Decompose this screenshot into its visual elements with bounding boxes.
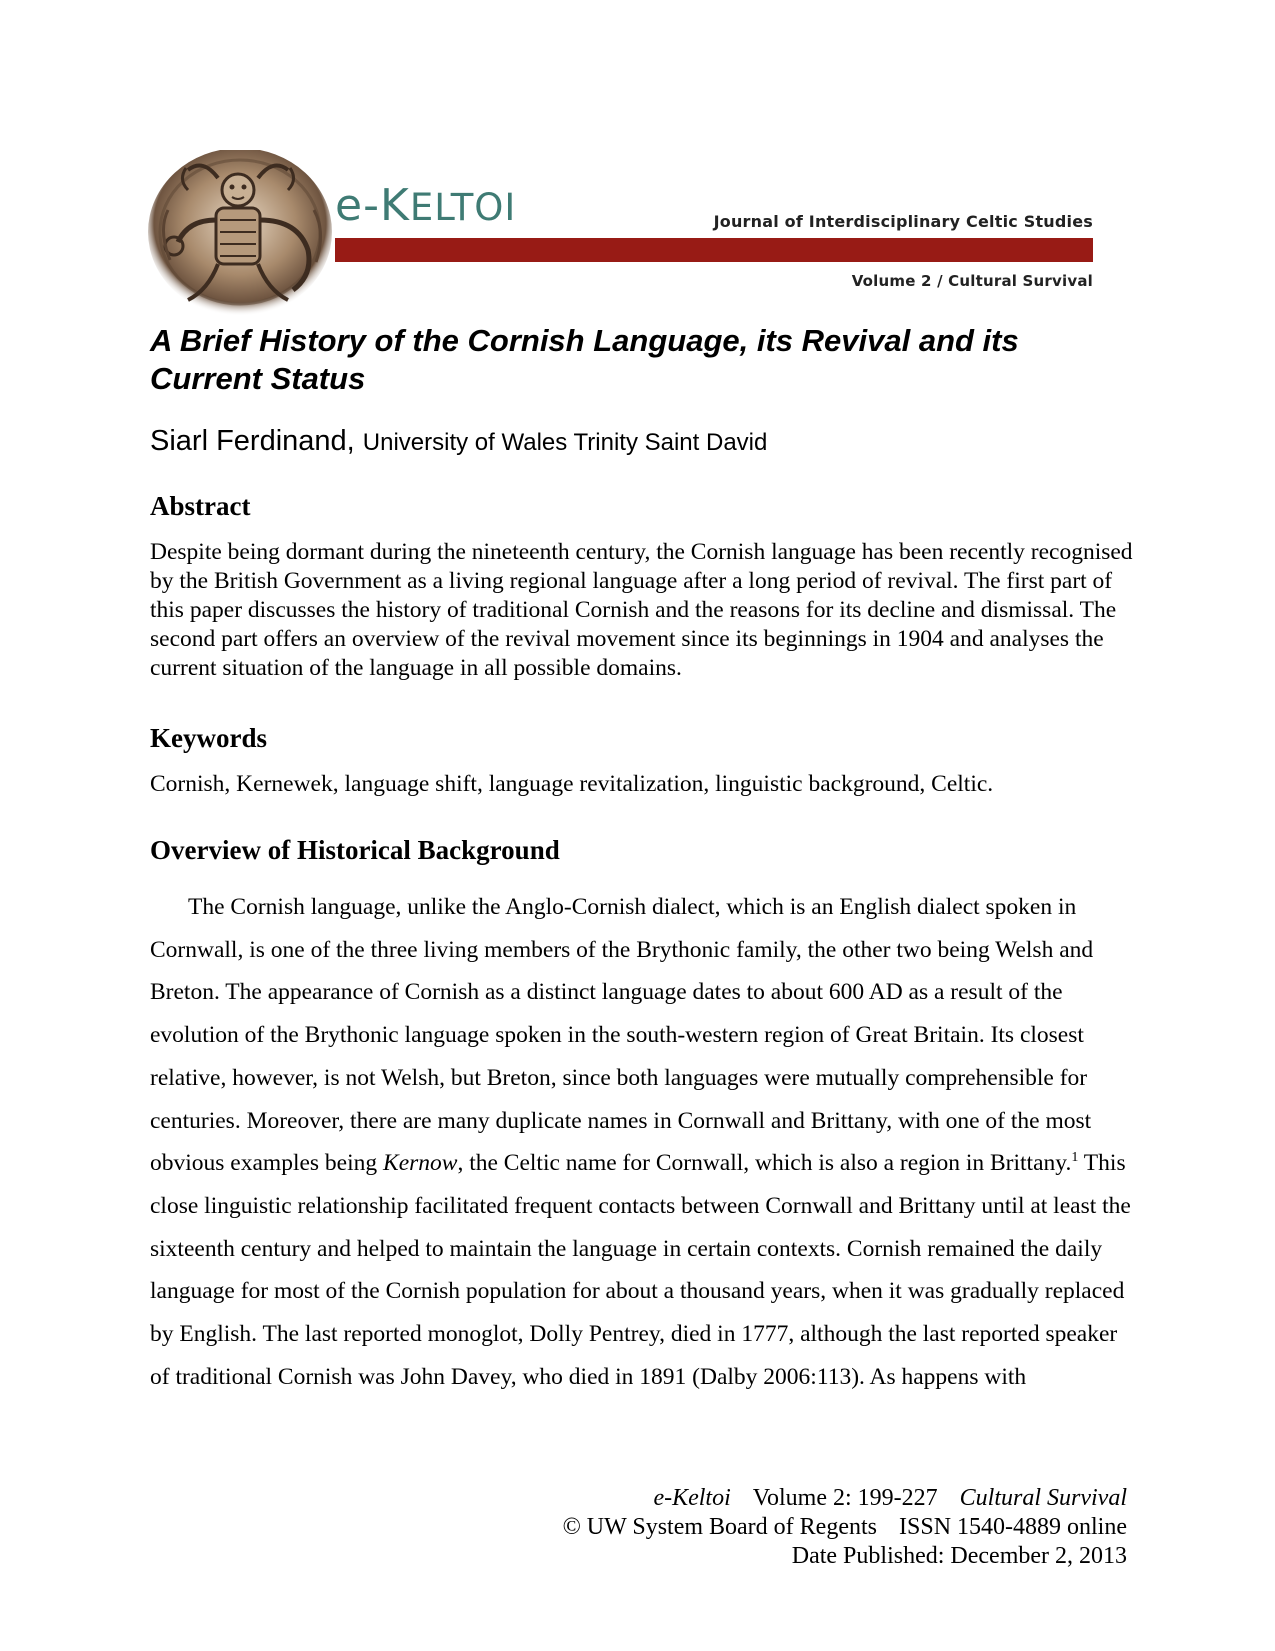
footer-line-2 — [563, 1513, 1127, 1542]
footer-copyright: © UW System Board of Regents — [562, 1514, 877, 1540]
author-separator: , — [346, 425, 363, 457]
paragraph-text-c: This close linguistic relationship facilitated frequent contacts between Cornwall and Brittany until at least the sixteenth century and helped to maintain the language in certain contexts. Cornish remained the daily language for most of the Cornish population for about a thousand years, when it was gradually replaced by English. The last reported monoglot, Dolly Pentrey, died in 1777, although the last reported speaker of traditional Cornish was John Davey, who died in 1891 (Dalby 2006:113). As happens with — [150, 1150, 1131, 1390]
page-footer — [563, 1484, 1127, 1571]
article-title: A Brief History of the Cornish Language, its Revival and its Current Status — [150, 323, 1019, 396]
author-name: Siarl Ferdinand — [150, 425, 347, 457]
kernow-term: Kernow — [383, 1150, 458, 1177]
author-affiliation: University of Wales Trinity Saint David — [362, 429, 768, 456]
masthead-red-bar — [335, 238, 1093, 262]
overview-heading: Overview of Historical Background — [150, 835, 560, 865]
paragraph-text-b: , the Celtic name for Cornwall, which is also a region in Brittany. — [457, 1150, 1072, 1177]
author-line — [150, 425, 767, 458]
keywords-text: Cornish, Kernewek, language shift, language revitalization, linguistic background, Celtic. — [150, 771, 994, 797]
brand-prefix: e- — [335, 180, 380, 231]
footer-journal: e-Keltoi — [653, 1485, 731, 1511]
footer-line-1 — [563, 1484, 1127, 1513]
footer-published: Date Published: December 2, 2013 — [791, 1543, 1127, 1569]
overview-paragraph — [150, 886, 1135, 1398]
abstract-text: Despite being dormant during the nineteenth century, the Cornish language has been recently recognised by the British Government as a living regional language after a long period of revival. The first part of this paper discusses the history of traditional Cornish and the reasons for its decline and dismissal. The second part offers an overview of the revival movement since its beginnings in 1904 and analyses the current situation of the language in all possible domains. — [150, 539, 1133, 681]
footer-issn: ISSN 1540-4889 online — [899, 1514, 1127, 1540]
brand-initial: K — [379, 180, 410, 231]
journal-masthead — [148, 150, 1093, 320]
volume-line: Volume 2 / Cultural Survival — [851, 272, 1093, 290]
keywords-heading: Keywords — [150, 723, 267, 753]
footer-volume-pages: Volume 2: 199-227 — [752, 1485, 938, 1511]
journal-name: Journal of Interdisciplinary Celtic Studies — [713, 212, 1093, 231]
celtic-cauldron-medallion-icon — [148, 150, 338, 320]
abstract-heading: Abstract — [150, 491, 251, 521]
paragraph-text-a: The Cornish language, unlike the Anglo-Cornish dialect, which is an English dialect spoken in Cornwall, is one of the three living members of the Brythonic family, the other two being Welsh and Breton. The appearance of Cornish as a distinct language dates to about 600 AD as a result of the evolution of the Brythonic language spoken in the south-western region of Great Britain. Its closest relative, however, is not Welsh, but Breton, since both languages were mutually comprehensible for centuries. Moreover, there are many duplicate names in Cornwall and Brittany, with one of the most obvious examples being — [150, 894, 1094, 1177]
footnote-ref-1[interactable]: 1 — [1071, 1150, 1079, 1166]
brand-rest: ELTOI — [409, 186, 517, 229]
footer-issue: Cultural Survival — [959, 1485, 1127, 1511]
journal-logo-text — [335, 180, 517, 231]
